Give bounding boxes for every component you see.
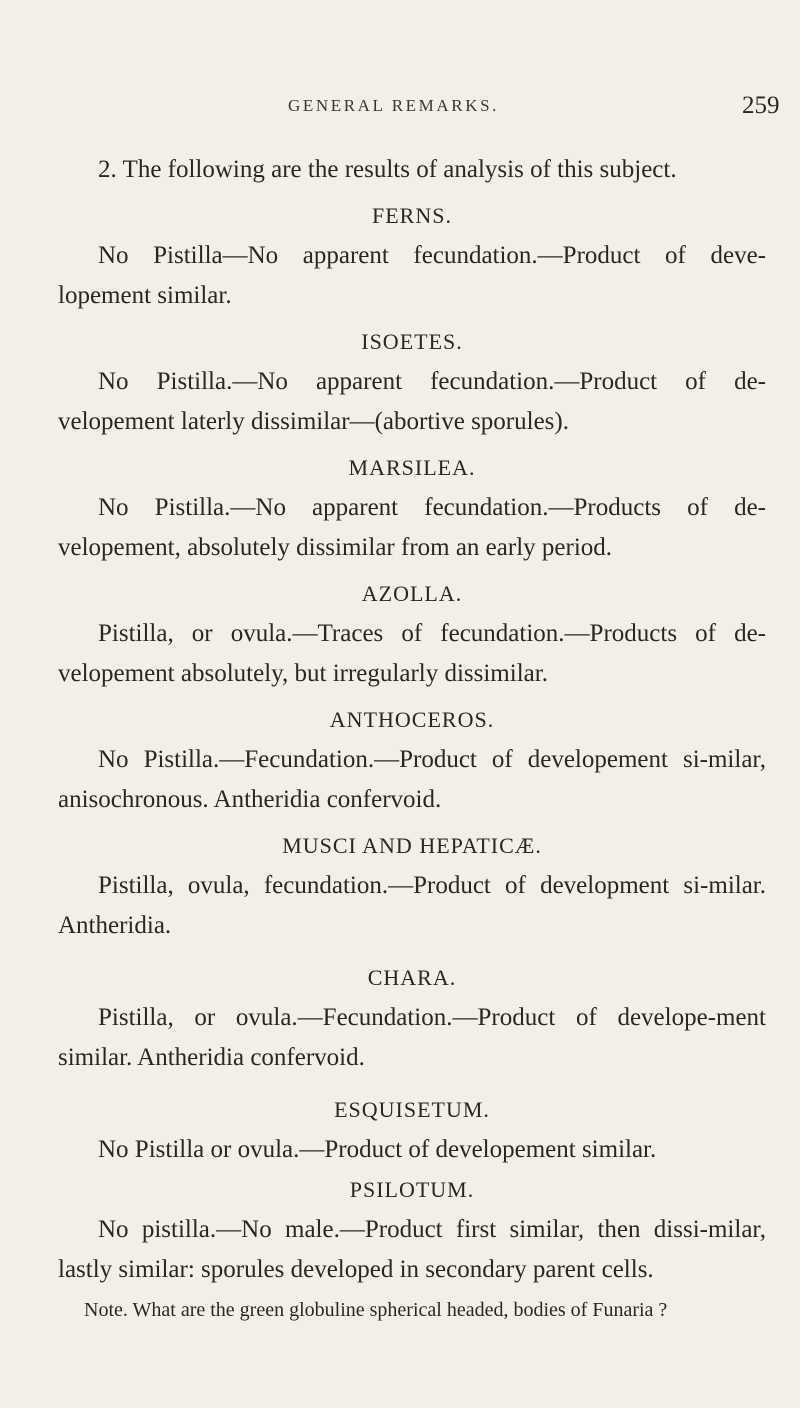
running-head (0, 92, 800, 122)
section-text-musci-hepaticae: Pistilla, ovula, fecundation.—Product of development si-milar. Antheridia. (58, 872, 766, 939)
section-text-marsilea: No Pistilla.—No apparent fecundation.—Products of de-velopement, absolutely dissimilar from an early period. (58, 494, 766, 561)
section-heading-musci-hepaticae: MUSCI AND HEPATICÆ. (282, 833, 542, 858)
section-text-ferns: No Pistilla—No apparent fecundation.—Product of deve-lopement similar. (58, 242, 766, 309)
section-text-isoetes: No Pistilla.—No apparent fecundation.—Product of de-velopement laterly dissimilar—(abortive sporules). (58, 368, 766, 435)
footnote: Note. What are the green globuline spherical headed, bodies of Funaria ? (84, 1299, 668, 1321)
running-title: GENERAL REMARKS. (288, 96, 499, 115)
section-text-chara: Pistilla, or ovula.—Fecundation.—Product of develope-ment similar. Antheridia confervoid. (58, 1004, 766, 1071)
section-text-psilotum: No pistilla.—No male.—Product first similar, then dissi-milar, lastly similar: sporules developed in secondary parent cells. (58, 1216, 766, 1283)
section-text-esquisetum: No Pistilla or ovula.—Product of developement similar. (98, 1136, 657, 1163)
section-heading-azolla: AZOLLA. (361, 581, 463, 606)
section-heading-chara: CHARA. (367, 965, 457, 990)
section-text-anthoceros: No Pistilla.—Fecundation.—Product of developement si-milar, anisochronous. Antheridia confervoid. (58, 746, 766, 813)
section-heading-marsilea: MARSILEA. (348, 455, 476, 480)
section-heading-esquisetum: ESQUISETUM. (334, 1097, 490, 1122)
text-body (58, 150, 766, 1324)
intro-paragraph: 2. The following are the results of analysis of this subject. (98, 156, 677, 183)
section-heading-isoetes: ISOETES. (361, 329, 463, 354)
section-heading-anthoceros: ANTHOCEROS. (329, 707, 495, 732)
section-heading-psilotum: PSILOTUM. (349, 1177, 475, 1202)
section-text-azolla: Pistilla, or ovula.—Traces of fecundation.—Products of de-velopement absolutely, but irregularly dissimilar. (58, 620, 766, 687)
section-heading-ferns: FERNS. (372, 203, 452, 228)
page-number: 259 (742, 92, 780, 119)
